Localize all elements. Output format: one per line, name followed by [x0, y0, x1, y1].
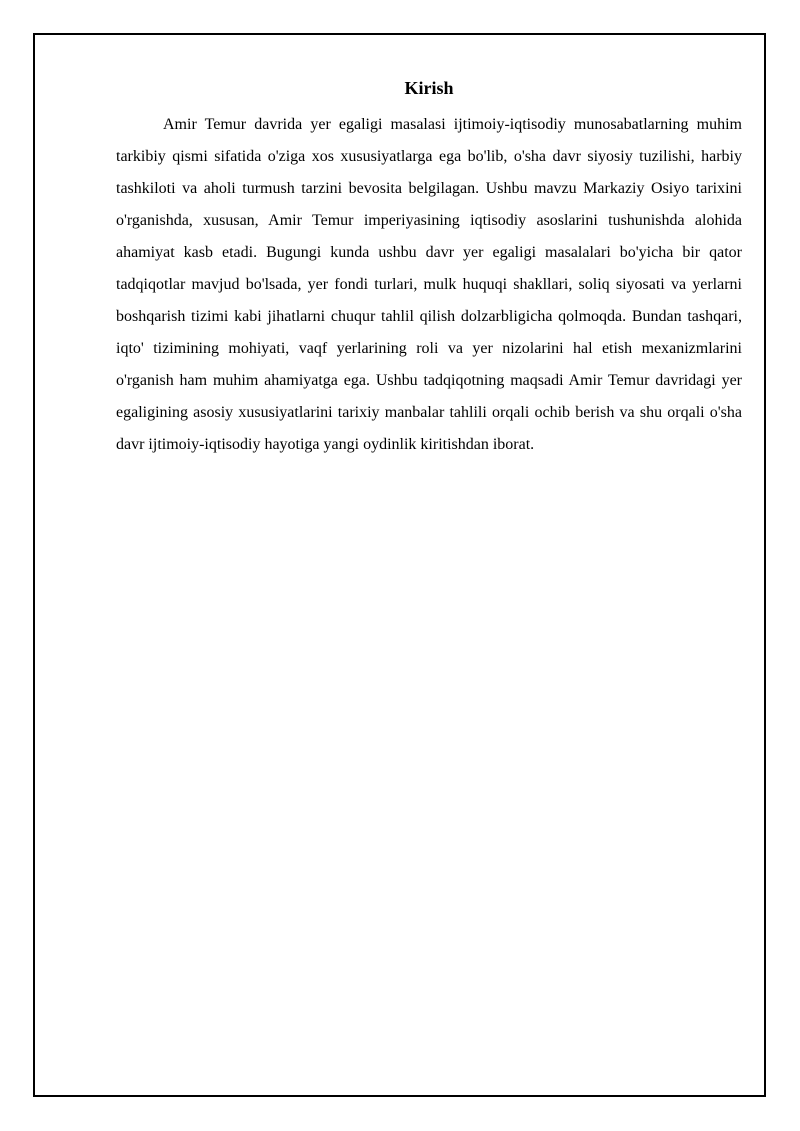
body-paragraph: Amir Temur davrida yer egaligi masalasi ijtimoiy-iqtisodiy munosabatlarning muhim tarkibiy qismi sifatida o'ziga xos xususiyatlarga ega bo'lib, o'sha davr siyosiy tuzilishi, harbiy tashkiloti va aholi turmush tarzini bevosita belgilagan. Ushbu mavzu Markaziy Osiyo tarixini o'rganishda, xususan, Amir Temur imperiyasining iqtisodiy asoslarini tushunishda alohida ahamiyat kasb etadi. Bugungi kunda ushbu davr yer egaligi masalalari bo'yicha bir qator tadqiqotlar mavjud bo'lsada, yer fondi turlari, mulk huquqi shakllari, soliq siyosati va yerlarni boshqarish tizimi kabi jihatlarni chuqur tahlil qilish dolzarbligicha qolmoqda. Bundan tashqari, iqto' tizimining mohiyati, vaqf yerlarining roli va yer nizolarini hal etish mexanizmlarini o'rganish ham muhim ahamiyatga ega. Ushbu tadqiqotning maqsadi Amir Temur davridagi yer egaligining asosiy xususiyatlarini tarixiy manbalar tahlili orqali ochib berish va shu orqali o'sha davr ijtimoiy-iqtisodiy hayotiga yangi oydinlik kiritishdan iborat. [116, 116, 742, 453]
section-title: Kirish [404, 78, 454, 98]
